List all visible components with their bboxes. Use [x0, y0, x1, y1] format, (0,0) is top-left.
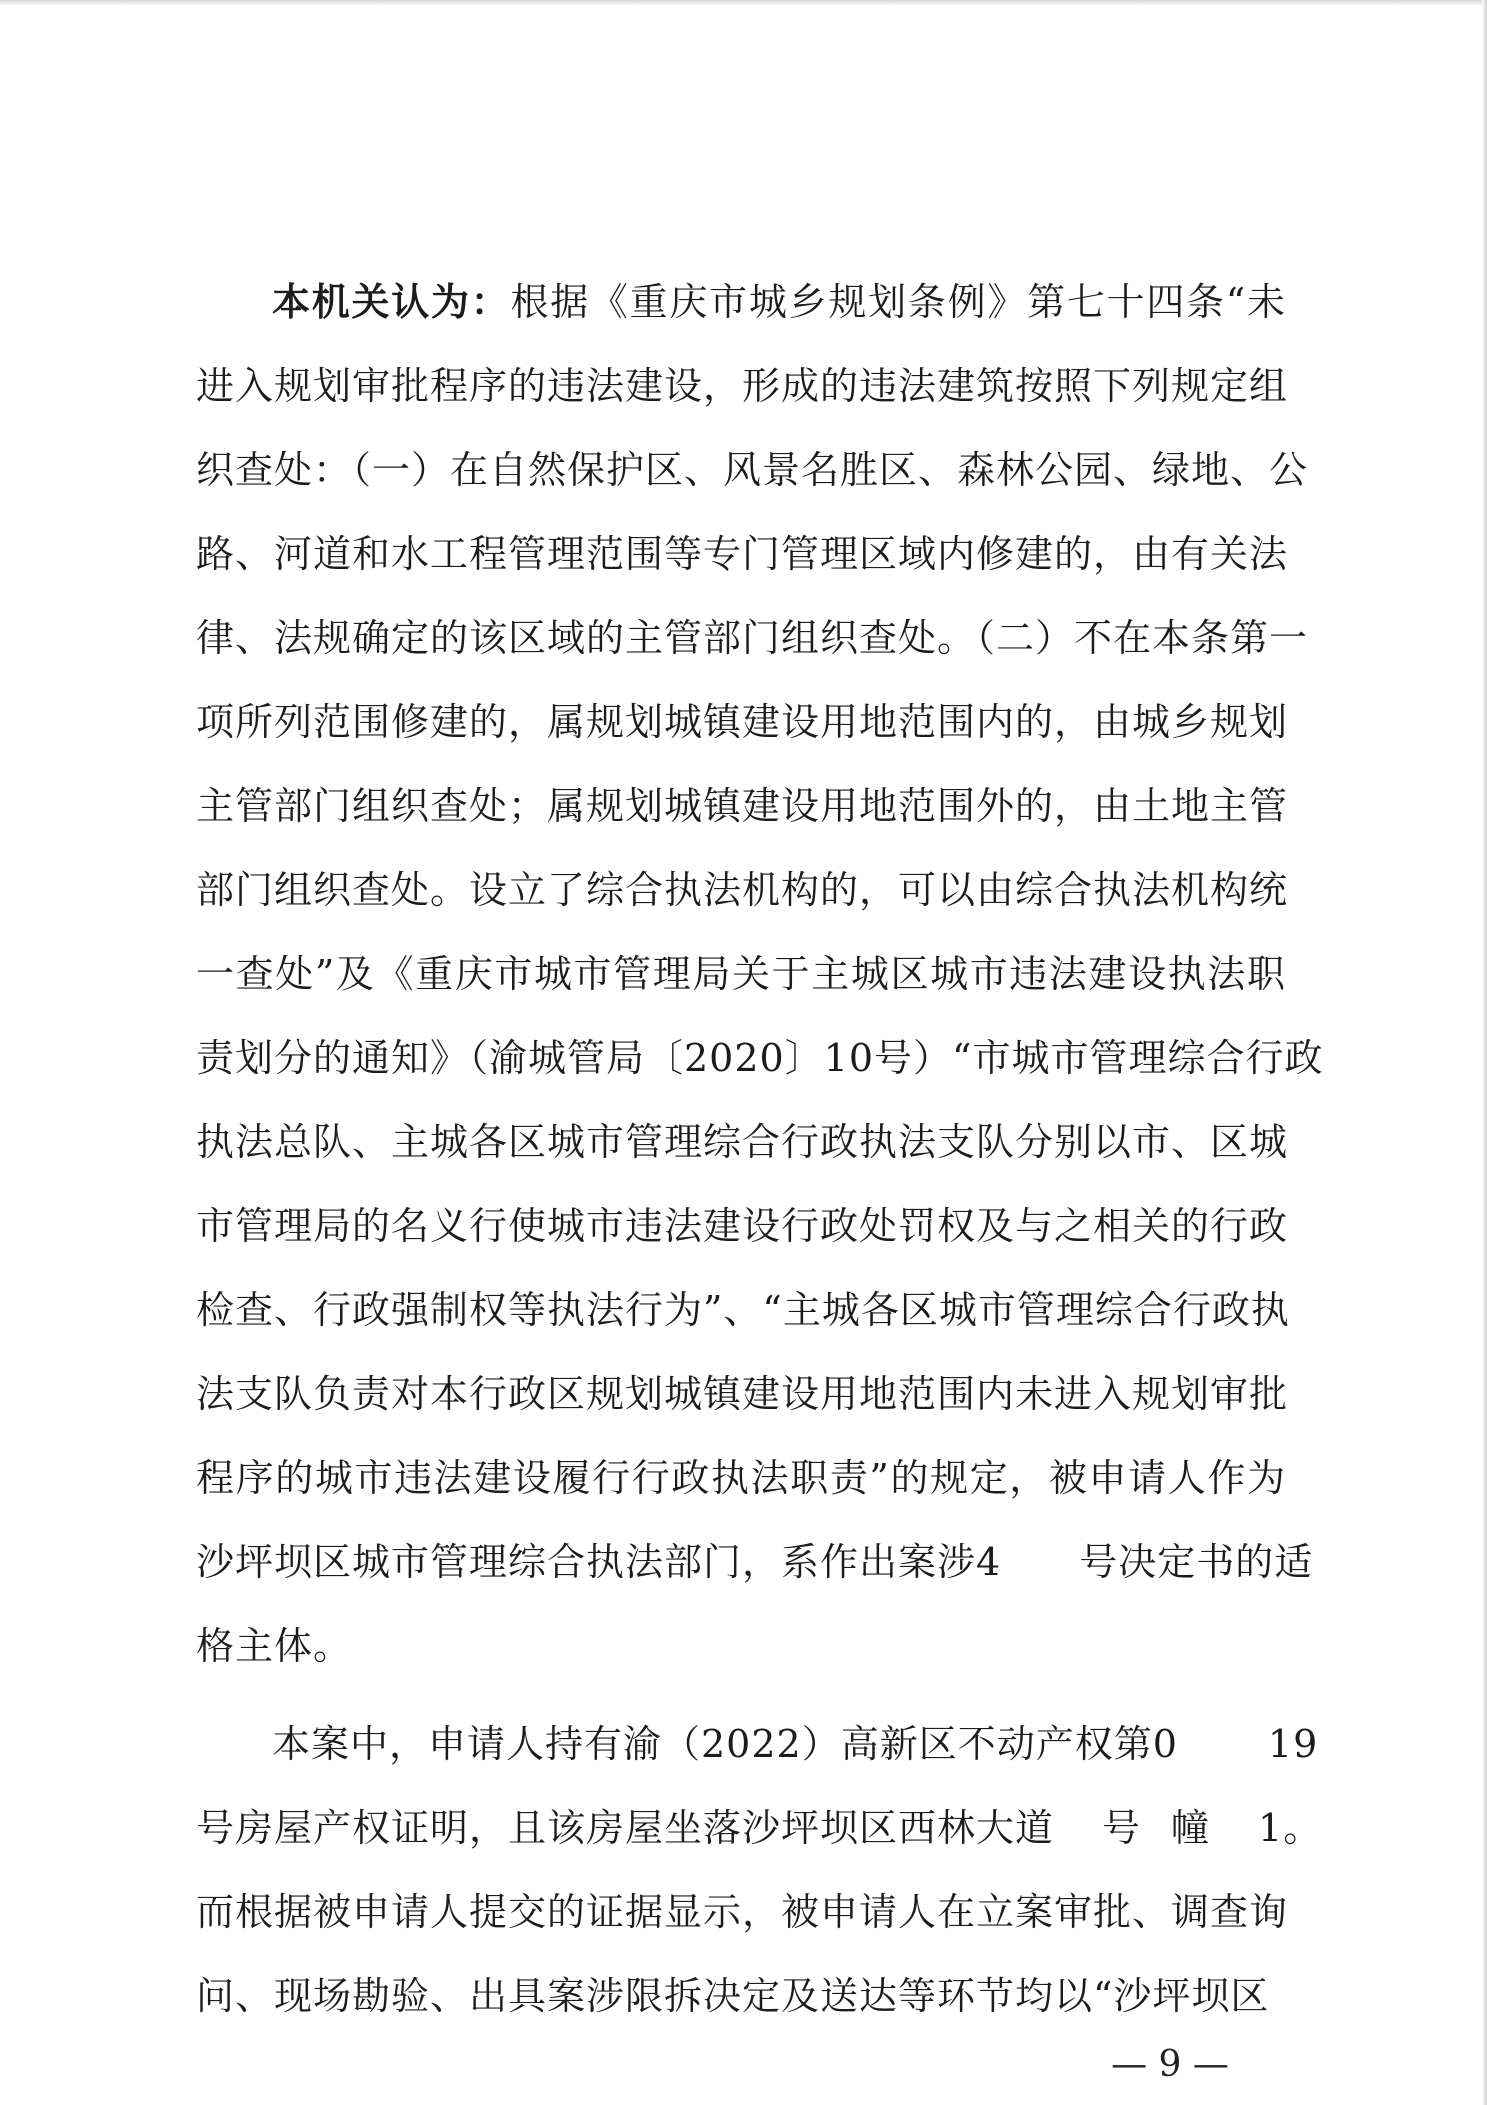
paragraph-1-line-10: 责划分的通知》（渝城管局〔2020〕10号）“市城市管理综合行政 — [196, 1036, 1324, 1080]
paragraph-text: 号房屋产权证明，且该房屋坐落沙坪坝区西林大道 — [196, 1806, 1055, 1850]
page-number: — 9 — — [1111, 2044, 1229, 2085]
scan-edge-right — [1482, 0, 1487, 2105]
redaction-box — [1210, 1812, 1258, 1852]
paragraph-text: 沙坪坝区城市管理综合执法部门，系作出案涉4 — [196, 1540, 1002, 1584]
paragraph-text: 根据《重庆市城乡规划条例》第七十四条“未 — [510, 280, 1286, 324]
paragraph-text: 1。 — [1258, 1806, 1323, 1850]
paragraph-1-line-7: 主管部门组织查处；属规划城镇建设用地范围外的，由土地主管 — [196, 784, 1289, 828]
scan-edge-top — [0, 0, 1487, 6]
redaction-box — [1001, 1546, 1079, 1586]
paragraph-1-line-3: 织查处：（一）在自然保护区、风景名胜区、森林公园、绿地、公 — [196, 448, 1309, 492]
paragraph-2-line-4: 问、现场勘验、出具案涉限拆决定及送达等环节均以“沙坪坝区 — [196, 1974, 1270, 2018]
paragraph-1-line-9: 一查处”及《重庆市城市管理局关于主城区城市违法建设执法职 — [196, 952, 1286, 996]
redaction-box — [1141, 1812, 1171, 1852]
paragraph-1-line-15: 程序的城市违法建设履行行政执法职责”的规定，被申请人作为 — [196, 1456, 1286, 1500]
paragraph-1-line-11: 执法总队、主城各区城市管理综合行政执法支队分别以市、区城 — [196, 1120, 1289, 1164]
paragraph-1-line-12: 市管理局的名义行使城市违法建设行政处罚权及与之相关的行政 — [196, 1204, 1289, 1248]
paragraph-2-line-1 — [272, 1716, 1319, 1772]
redaction-box — [1178, 1728, 1268, 1768]
paragraph-text: 幢 — [1171, 1806, 1211, 1850]
paragraph-1-line-16 — [196, 1534, 1314, 1590]
paragraph-lead-heading: 本机关认为： — [272, 280, 511, 324]
paragraph-1-line-8: 部门组织查处。设立了综合执法机构的，可以由综合执法机构统 — [196, 868, 1289, 912]
paragraph-1-line-17: 格主体。 — [196, 1624, 353, 1668]
paragraph-text: 号决定书的适 — [1079, 1540, 1314, 1584]
paragraph-1-line-6: 项所列范围修建的，属规划城镇建设用地范围内的，由城乡规划 — [196, 700, 1289, 744]
paragraph-text: 19 — [1267, 1722, 1319, 1766]
paragraph-1-line-5: 律、法规确定的该区域的主管部门组织查处。（二）不在本条第一 — [196, 616, 1309, 660]
redaction-box — [1054, 1812, 1102, 1852]
paragraph-2-line-2 — [196, 1800, 1323, 1856]
paragraph-2-line-3: 而根据被申请人提交的证据显示，被申请人在立案审批、调查询 — [196, 1890, 1289, 1934]
paragraph-1-line-13: 检查、行政强制权等执法行为”、“主城各区城市管理综合行政执 — [196, 1288, 1290, 1332]
paragraph-text: 号 — [1102, 1806, 1142, 1850]
paragraph-1-line-1 — [272, 274, 1286, 330]
paragraph-text: 本案中，申请人持有渝（2022）高新区不动产权第0 — [272, 1722, 1178, 1766]
paragraph-1-line-14: 法支队负责对本行政区规划城镇建设用地范围内未进入规划审批 — [196, 1372, 1289, 1416]
paragraph-1-line-4: 路、河道和水工程管理范围等专门管理区域内修建的，由有关法 — [196, 532, 1289, 576]
paragraph-1-line-2: 进入规划审批程序的违法建设，形成的违法建筑按照下列规定组 — [196, 364, 1289, 408]
